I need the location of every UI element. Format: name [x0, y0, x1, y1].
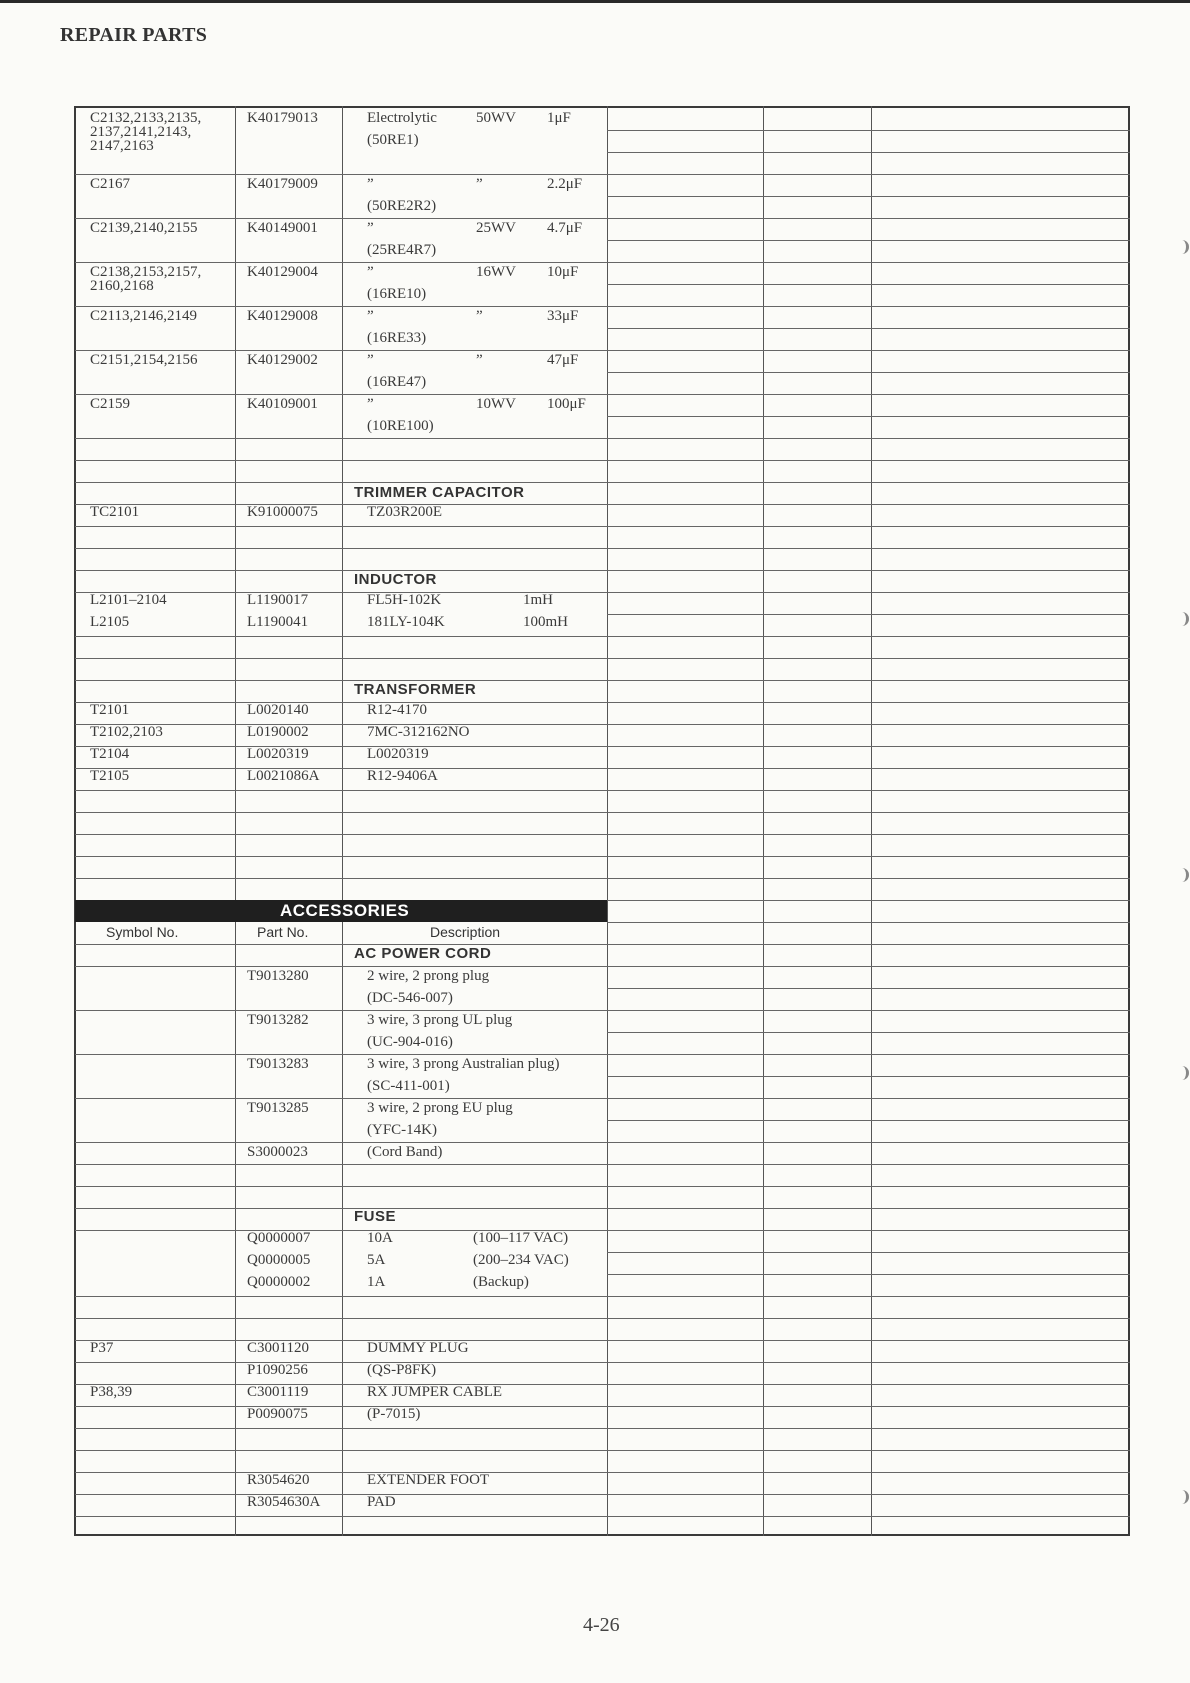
inductor-symbol-2: L2105 — [90, 614, 130, 630]
table-rule-line — [607, 1428, 1130, 1429]
table-row-divider — [75, 636, 607, 637]
table-rule-line — [607, 1054, 1130, 1055]
table-column-divider — [342, 106, 343, 1536]
column-header-description: Description — [430, 924, 501, 940]
page-title: REPAIR PARTS — [60, 24, 208, 46]
row-7-desc: ” — [367, 396, 374, 412]
transformer-desc-1: R12-4170 — [367, 702, 427, 718]
table-rule-line — [607, 284, 1130, 285]
row-1-part: K40179013 — [247, 110, 318, 126]
table-rule-line — [607, 592, 1130, 593]
row-5-symbol: C2113,2146,2149 — [90, 308, 197, 324]
row-4-symbol: 2160,2168 — [90, 278, 154, 294]
table-rule-line — [607, 152, 1130, 153]
table-row-divider — [75, 812, 607, 813]
table-row-divider — [75, 746, 607, 747]
table-row-divider — [75, 262, 607, 263]
section-heading-inductor: INDUCTOR — [354, 571, 437, 588]
transformer-part-1: L0020140 — [247, 702, 309, 718]
row-4-voltage: 16WV — [476, 264, 516, 280]
cord-1-part: T9013280 — [247, 968, 309, 984]
table-row-divider — [75, 504, 607, 505]
row-6-voltage: ” — [476, 352, 483, 368]
table-row-divider — [75, 790, 607, 791]
table-column-divider — [607, 106, 608, 1536]
table-row-divider — [75, 834, 607, 835]
table-rule-line — [607, 1032, 1130, 1033]
row-2-desc: ” — [367, 176, 374, 192]
table-rule-line — [607, 1186, 1130, 1187]
table-rule-line — [607, 812, 1130, 813]
row-3-capacitance: 4.7μF — [547, 220, 583, 236]
inductor-desc-1: FL5H-102K — [367, 592, 442, 608]
row-2-symbol: C2167 — [90, 176, 131, 192]
row-6-symbol: C2151,2154,2156 — [90, 352, 198, 368]
page-number: 4-26 — [583, 1614, 620, 1636]
foot-2-part: R3054630A — [247, 1494, 321, 1510]
transformer-symbol-4: T2105 — [90, 768, 130, 784]
table-row-divider — [75, 548, 607, 549]
table-row-divider — [75, 1318, 607, 1319]
table-row-divider — [75, 218, 607, 219]
table-row-divider — [75, 1450, 607, 1451]
section-heading-trimmer: TRIMMER CAPACITOR — [354, 484, 525, 501]
row-1-capacitance: 1μF — [547, 110, 571, 126]
trimmer-symbol: TC2101 — [90, 504, 140, 520]
table-rule-line — [607, 174, 1130, 175]
table-rule-line — [607, 438, 1130, 439]
table-rule-line — [607, 1120, 1130, 1121]
table-rule-line — [607, 1340, 1130, 1341]
inductor-part-1: L1190017 — [247, 592, 309, 608]
table-row-divider — [75, 350, 607, 351]
table-row-divider — [75, 438, 607, 439]
row-3-voltage: 25WV — [476, 220, 516, 236]
inductor-part-2: L1190041 — [247, 614, 309, 630]
cord-4-code: (YFC-14K) — [367, 1122, 437, 1138]
parts-table-frame — [74, 106, 1130, 1536]
table-row-divider — [75, 1296, 607, 1297]
table-row-divider — [75, 1054, 607, 1055]
table-rule-line — [607, 372, 1130, 373]
fuse-1-part: Q0000007 — [247, 1230, 311, 1246]
row-3-part: K40149001 — [247, 220, 318, 236]
cord-2-desc: 3 wire, 3 prong UL plug — [367, 1012, 513, 1028]
foot-1-part: R3054620 — [247, 1472, 310, 1488]
table-rule-line — [607, 416, 1130, 417]
misc-4-part: P0090075 — [247, 1406, 308, 1422]
table-row-divider — [75, 680, 607, 681]
table-rule-line — [607, 1296, 1130, 1297]
table-rule-line — [607, 988, 1130, 989]
row-1-voltage: 50WV — [476, 110, 516, 126]
table-rule-line — [607, 394, 1130, 395]
table-row-divider — [75, 482, 607, 483]
transformer-symbol-3: T2104 — [90, 746, 130, 762]
row-1-symbol: 2147,2163 — [90, 138, 154, 154]
cord-3-desc: 3 wire, 3 prong Australian plug) — [367, 1056, 560, 1072]
table-rule-line — [607, 614, 1130, 615]
table-rule-line — [607, 680, 1130, 681]
table-row-divider — [75, 878, 607, 879]
transformer-desc-2: 7MC-312162NO — [367, 724, 470, 740]
table-rule-line — [607, 702, 1130, 703]
table-rule-line — [607, 768, 1130, 769]
table-rule-line — [607, 944, 1130, 945]
table-rule-line — [607, 1076, 1130, 1077]
row-3-desc: ” — [367, 220, 374, 236]
row-1-symbol: 2137,2141,2143, — [90, 124, 192, 140]
row-5-capacitance: 33μF — [547, 308, 579, 324]
row-3-symbol: C2139,2140,2155 — [90, 220, 198, 236]
binder-hole-mark — [1176, 1490, 1189, 1504]
table-row-divider — [75, 1164, 607, 1165]
cord-5-desc: (Cord Band) — [367, 1144, 443, 1160]
row-5-desc: ” — [367, 308, 374, 324]
row-5-part: K40129008 — [247, 308, 318, 324]
table-row-divider — [75, 1208, 607, 1209]
fuse-3-part: Q0000002 — [247, 1274, 311, 1290]
cord-3-part: T9013283 — [247, 1056, 309, 1072]
fuse-1-rating: 10A — [367, 1230, 393, 1246]
table-rule-line — [607, 636, 1130, 637]
row-6-desc: ” — [367, 352, 374, 368]
binder-hole-mark — [1176, 868, 1189, 882]
row-6-part: K40129002 — [247, 352, 318, 368]
table-rule-line — [607, 1274, 1130, 1275]
table-rule-line — [607, 900, 1130, 901]
transformer-desc-3: L0020319 — [367, 746, 429, 762]
table-rule-line — [607, 570, 1130, 571]
misc-3-part: C3001119 — [247, 1384, 309, 1400]
row-2-voltage: ” — [476, 176, 483, 192]
table-row-divider — [75, 1406, 607, 1407]
cord-2-code: (UC-904-016) — [367, 1034, 453, 1050]
table-rule-line — [607, 834, 1130, 835]
table-rule-line — [607, 1318, 1130, 1319]
row-1-desc: Electrolytic — [367, 110, 437, 126]
row-7-desc-code: (10RE100) — [367, 418, 434, 434]
table-row-divider — [75, 1142, 607, 1143]
misc-1-desc: DUMMY PLUG — [367, 1340, 469, 1356]
table-row-divider — [75, 966, 607, 967]
table-row-divider — [75, 570, 607, 571]
table-rule-line — [607, 658, 1130, 659]
table-rule-line — [607, 130, 1130, 131]
table-row-divider — [75, 1186, 607, 1187]
table-row-divider — [75, 1516, 607, 1517]
cord-1-desc: 2 wire, 2 prong plug — [367, 968, 490, 984]
table-row-divider — [75, 1098, 607, 1099]
transformer-desc-4: R12-9406A — [367, 768, 438, 784]
misc-2-desc: (QS-P8FK) — [367, 1362, 437, 1378]
table-rule-line — [607, 240, 1130, 241]
cord-5-part: S3000023 — [247, 1144, 308, 1160]
table-row-divider — [75, 174, 607, 175]
column-header-symbol: Symbol No. — [106, 924, 179, 940]
inductor-value-1: 1mH — [523, 592, 553, 608]
trimmer-part: K91000075 — [247, 504, 318, 520]
table-row-divider — [75, 658, 607, 659]
misc-1-symbol: P37 — [90, 1340, 114, 1356]
table-rule-line — [607, 1164, 1130, 1165]
row-7-voltage: 10WV — [476, 396, 516, 412]
table-rule-line — [607, 1098, 1130, 1099]
misc-1-part: C3001120 — [247, 1340, 309, 1356]
trimmer-desc: TZ03R200E — [367, 504, 442, 520]
row-4-desc-code: (16RE10) — [367, 286, 427, 302]
table-rule-line — [607, 1362, 1130, 1363]
inductor-desc-2: 181LY-104K — [367, 614, 445, 630]
row-3-desc-code: (25RE4R7) — [367, 242, 437, 258]
row-4-capacitance: 10μF — [547, 264, 579, 280]
table-column-divider — [871, 106, 872, 1536]
row-5-voltage: ” — [476, 308, 483, 324]
table-rule-line — [607, 1472, 1130, 1473]
table-rule-line — [607, 966, 1130, 967]
fuse-2-range: (200–234 VAC) — [473, 1252, 569, 1268]
misc-3-desc: RX JUMPER CABLE — [367, 1384, 503, 1400]
table-rule-line — [607, 328, 1130, 329]
table-rule-line — [607, 1450, 1130, 1451]
misc-2-part: P1090256 — [247, 1362, 308, 1378]
table-rule-line — [607, 1208, 1130, 1209]
table-rule-line — [607, 196, 1130, 197]
table-rule-line — [607, 856, 1130, 857]
fuse-2-part: Q0000005 — [247, 1252, 311, 1268]
table-rule-line — [607, 1516, 1130, 1517]
binder-hole-mark — [1176, 1066, 1189, 1080]
binder-hole-mark — [1176, 240, 1189, 254]
table-rule-line — [607, 724, 1130, 725]
column-header-part: Part No. — [257, 924, 309, 940]
table-rule-line — [607, 504, 1130, 505]
foot-1-desc: EXTENDER FOOT — [367, 1472, 490, 1488]
table-rule-line — [607, 306, 1130, 307]
row-7-part: K40109001 — [247, 396, 318, 412]
row-7-capacitance: 100μF — [547, 396, 586, 412]
row-6-desc-code: (16RE47) — [367, 374, 427, 390]
table-rule-line — [607, 482, 1130, 483]
row-2-desc-code: (50RE2R2) — [367, 198, 437, 214]
section-heading-transformer: TRANSFORMER — [354, 681, 477, 698]
table-row-divider — [75, 1010, 607, 1011]
table-row-divider — [75, 1494, 607, 1495]
table-row-divider — [75, 1472, 607, 1473]
table-row-divider — [75, 702, 607, 703]
table-row-divider — [75, 1362, 607, 1363]
table-row-divider — [75, 526, 607, 527]
table-row-divider — [75, 856, 607, 857]
row-5-desc-code: (16RE33) — [367, 330, 427, 346]
table-rule-line — [607, 1010, 1130, 1011]
row-2-capacitance: 2.2μF — [547, 176, 583, 192]
row-7-symbol: C2159 — [90, 396, 131, 412]
transformer-part-2: L0190002 — [247, 724, 309, 740]
table-row-divider — [75, 460, 607, 461]
row-4-desc: ” — [367, 264, 374, 280]
binder-hole-mark — [1176, 612, 1189, 626]
fuse-1-range: (100–117 VAC) — [473, 1230, 569, 1246]
row-4-part: K40129004 — [247, 264, 318, 280]
table-row-divider — [75, 944, 607, 945]
section-heading-ac-power-cord: AC POWER CORD — [354, 945, 492, 962]
row-2-part: K40179009 — [247, 176, 318, 192]
table-rule-line — [607, 218, 1130, 219]
table-row-divider — [75, 768, 607, 769]
misc-3-symbol: P38,39 — [90, 1384, 133, 1400]
table-row-divider — [75, 1428, 607, 1429]
row-1-desc-code: (50RE1) — [367, 132, 419, 148]
misc-4-desc: (P-7015) — [367, 1406, 421, 1422]
transformer-symbol-2: T2102,2103 — [90, 724, 163, 740]
cord-4-part: T9013285 — [247, 1100, 309, 1116]
table-rule-line — [607, 922, 1130, 923]
row-4-symbol: C2138,2153,2157, — [90, 264, 202, 280]
table-rule-line — [607, 350, 1130, 351]
table-rule-line — [607, 1384, 1130, 1385]
table-rule-line — [607, 790, 1130, 791]
cord-1-code: (DC-546-007) — [367, 990, 453, 1006]
transformer-symbol-1: T2101 — [90, 702, 130, 718]
table-rule-line — [607, 746, 1130, 747]
table-rule-line — [607, 1142, 1130, 1143]
cord-2-part: T9013282 — [247, 1012, 309, 1028]
top-rule — [0, 0, 1190, 3]
table-row-divider — [75, 1384, 607, 1385]
table-row-divider — [75, 394, 607, 395]
table-rule-line — [607, 1406, 1130, 1407]
row-1-symbol: C2132,2133,2135, — [90, 110, 202, 126]
fuse-3-rating: 1A — [367, 1274, 386, 1290]
transformer-part-4: L0021086A — [247, 768, 320, 784]
table-rule-line — [607, 262, 1130, 263]
table-rule-line — [607, 1252, 1130, 1253]
section-heading-fuse: FUSE — [354, 1208, 397, 1225]
cord-3-code: (SC-411-001) — [367, 1078, 450, 1094]
fuse-3-range: (Backup) — [473, 1274, 529, 1290]
accessories-title: ACCESSORIES — [280, 901, 410, 920]
foot-2-desc: PAD — [367, 1494, 396, 1510]
inductor-symbol-1: L2101–2104 — [90, 592, 167, 608]
table-rule-line — [607, 878, 1130, 879]
table-row-divider — [75, 306, 607, 307]
cord-4-desc: 3 wire, 2 prong EU plug — [367, 1100, 513, 1116]
fuse-2-rating: 5A — [367, 1252, 386, 1268]
table-rule-line — [607, 1230, 1130, 1231]
table-rule-line — [607, 460, 1130, 461]
inductor-value-2: 100mH — [523, 614, 568, 630]
table-column-divider — [235, 106, 236, 1536]
transformer-part-3: L0020319 — [247, 746, 309, 762]
row-6-capacitance: 47μF — [547, 352, 579, 368]
table-rule-line — [607, 526, 1130, 527]
table-rule-line — [607, 548, 1130, 549]
table-column-divider — [763, 106, 764, 1536]
table-row-divider — [75, 1340, 607, 1341]
table-rule-line — [607, 1494, 1130, 1495]
